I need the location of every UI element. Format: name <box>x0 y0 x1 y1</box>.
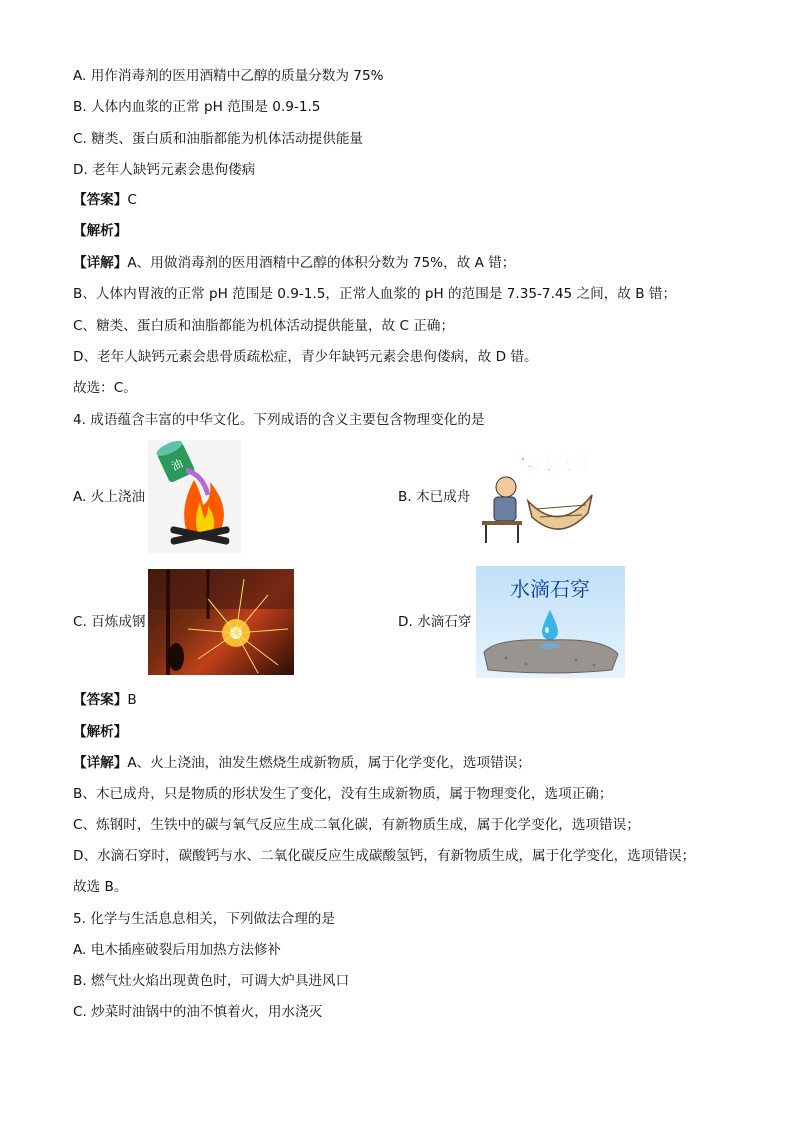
q3-analysis <box>73 222 127 240</box>
water-drop-stone-image <box>476 566 625 678</box>
q5-option-c: C. 炒菜时油锅中的油不慎着火，用水浇灭 <box>73 1004 323 1020</box>
detail-label: 【详解】 <box>73 255 128 271</box>
q3-option-a: A. 用作消毒剂的医用酒精中乙醇的质量分数为 75% <box>73 68 384 84</box>
water-drop-illustration <box>476 566 625 678</box>
sparks-illustration <box>148 569 294 675</box>
boat-image <box>476 443 593 547</box>
steel-sparks-image <box>148 569 294 675</box>
analysis-label: 【解析】 <box>73 223 128 239</box>
q3-option-c: C. 糖类、蛋白质和油脂都能为机体活动提供能量 <box>73 131 364 147</box>
q5-option-a: A. 电木插座破裂后用加热方法修补 <box>73 942 282 958</box>
q4-detail-line2: B、木已成舟，只是物质的形状发生了变化，没有生成新物质，属于物理变化，选项正确； <box>73 786 613 802</box>
q4-stem: 4. 成语蕴含丰富的中华文化。下列成语的含义主要包含物理变化的是 <box>73 412 485 428</box>
q3-detail-line4: D、老年人缺钙元素会患骨质疏松症，青少年缺钙元素会患佝偻病，故 D 错。 <box>73 349 538 365</box>
answer-value: B <box>127 692 137 708</box>
q4-answer <box>73 691 137 709</box>
q4-detail-line1 <box>73 754 531 772</box>
q3-option-b: B. 人体内血浆的正常 pH 范围是 0.9-1.5 <box>73 99 321 115</box>
detail-label: 【详解】 <box>73 755 128 771</box>
q4-detail-line4: D、水滴石穿时，碳酸钙与水、二氧化碳反应生成碳酸氢钙，有新物质生成，属于化学变化，选项错误； <box>73 848 696 864</box>
detail-text: A、火上浇油，油发生燃烧生成新物质，属于化学变化，选项错误； <box>127 755 531 771</box>
q3-option-d: D. 老年人缺钙元素会患佝偻病 <box>73 162 256 178</box>
fire-oil-illustration <box>148 440 241 553</box>
detail-text: A、用做消毒剂的医用酒精中乙醇的体积分数为 75%，故 A 错； <box>127 255 516 271</box>
q4-option-d-label: D. 水滴石穿 <box>398 614 472 630</box>
q3-detail-line3: C、糖类、蛋白质和油脂都能为机体活动提供能量，故 C 正确； <box>73 318 455 334</box>
answer-label: 【答案】 <box>73 192 128 208</box>
water-title-text: 水滴石穿 <box>510 577 590 601</box>
q3-detail-line1 <box>73 254 515 272</box>
analysis-label: 【解析】 <box>73 724 128 740</box>
q5-stem: 5. 化学与生活息息相关，下列做法合理的是 <box>73 911 335 927</box>
q5-option-b: B. 燃气灶火焰出现黄色时，可调大炉具进风口 <box>73 973 350 989</box>
q3-answer <box>73 191 137 209</box>
q4-detail-line3: C、炼钢时，生铁中的碳与氧气反应生成二氧化碳，有新物质生成，属于化学变化，选项错误； <box>73 817 640 833</box>
answer-label: 【答案】 <box>73 692 128 708</box>
q4-option-c-label: C. 百炼成钢 <box>73 614 146 630</box>
q3-conclusion: 故选：C。 <box>73 380 137 396</box>
pour-oil-on-fire-image <box>148 440 241 553</box>
q4-option-b-label: B. 木已成舟 <box>398 489 471 505</box>
boat-illustration <box>476 443 593 547</box>
oil-can-label: 油 <box>169 456 185 474</box>
boat-title-text: 木已成舟 <box>513 452 591 474</box>
q4-analysis <box>73 723 127 741</box>
answer-value: C <box>127 192 137 208</box>
q4-conclusion: 故选 B。 <box>73 879 128 895</box>
q3-detail-line2: B、人体内胃液的正常 pH 范围是 0.9-1.5，正常人血浆的 pH 的范围是 7.35-7.45 之间，故 B 错； <box>73 286 677 302</box>
q4-option-a-label: A. 火上浇油 <box>73 489 146 505</box>
